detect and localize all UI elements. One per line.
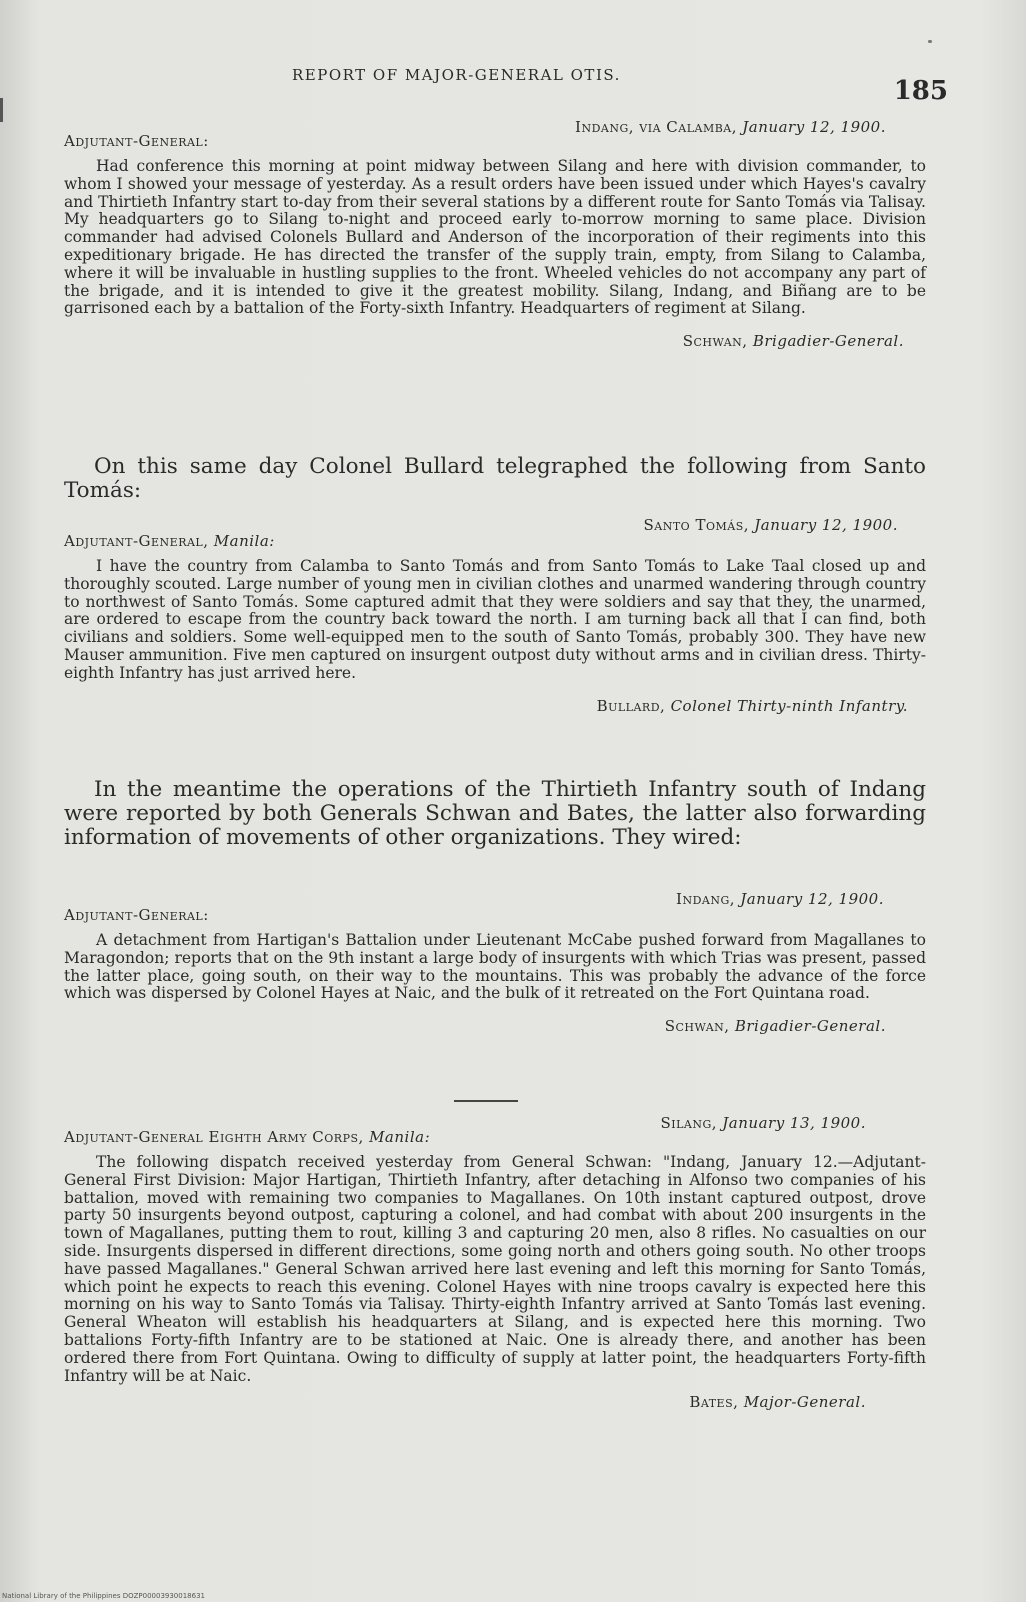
dateline-place: Indang, via Calamba, bbox=[575, 118, 738, 136]
telegram-1-address: Adjutant-General: bbox=[64, 132, 209, 150]
signature-name: Schwan, bbox=[682, 332, 748, 351]
dateline-date: January 12, 1900. bbox=[742, 118, 886, 136]
narrative-2-text: In the meantime the operations of the Thirtieth Infantry south of Indang were reported by both Generals Schwan and Bates, the latter also forwarding information of movements of other organizations. They wired: bbox=[64, 777, 926, 850]
signature-title: Colonel Thirty-ninth Infantry. bbox=[670, 696, 908, 715]
dateline-place: Indang, bbox=[676, 890, 736, 908]
signature-name: Schwan, bbox=[664, 1017, 730, 1036]
narrative-1-text: On this same day Colonel Bullard telegraphed the following from Santo Tomás: bbox=[64, 454, 926, 503]
telegram-2 bbox=[64, 516, 926, 715]
scan-footer: National Library of the Philippines DOZP00003930018631 bbox=[2, 1592, 205, 1600]
address-name: Adjutant-General, bbox=[64, 532, 209, 550]
telegram-2-signature bbox=[64, 697, 908, 715]
dateline-date: January 13, 1900. bbox=[722, 1114, 866, 1132]
page-number: 185 bbox=[893, 76, 948, 106]
signature-title: Major-General. bbox=[743, 1393, 866, 1412]
scan-edge-mark bbox=[0, 98, 3, 122]
address-name: Adjutant-General Eighth Army Corps, bbox=[64, 1128, 364, 1146]
telegram-3-body: A detachment from Hartigan's Battalion under Lieutenant McCabe pushed forward from Magallanes to Maragondon; reports that on the 9th instant a large body of insurgents with which Trias was present, passed the latter place, going south, on their way to the mountains. This was probably the advance of the force which was dispersed by Colonel Hayes at Naic, and the bulk of it retreated on the Fort Quintana road. bbox=[64, 931, 926, 1003]
signature-name: Bullard, bbox=[596, 696, 666, 715]
telegram-3-address: Adjutant-General: bbox=[64, 906, 209, 924]
telegram-3-signature bbox=[64, 1017, 886, 1035]
dateline-date: January 12, 1900. bbox=[740, 890, 884, 908]
telegram-2-body: I have the country from Calamba to Santo Tomás and from Santo Tomás to Lake Taal closed up and thoroughly scouted. Large number of young men in civilian clothes and unarmed wandering through country to northwest of Santo Tomás. Some captured admit that they were soldiers and say that they, the unarmed, are ordered to escape from the country back toward the north. I am turning back all that I can find, both civilians and soldiers. Some well-equipped men to the south of Santo Tomás, probably 300. They have new Mauser ammunition. Five men captured on insurgent outpost duty without arms and in civilian dress. Thirty-eighth Infantry has just arrived here. bbox=[64, 557, 926, 682]
signature-title: Brigadier-General. bbox=[734, 1017, 886, 1036]
signature-name: Bates, bbox=[689, 1393, 739, 1412]
scan-speck bbox=[928, 40, 932, 43]
telegram-4-signature bbox=[64, 1393, 866, 1411]
running-head: REPORT OF MAJOR-GENERAL OTIS. bbox=[292, 66, 621, 84]
address-place: Manila: bbox=[369, 1128, 431, 1146]
telegram-1-body: Had conference this morning at point midway between Silang and here with division commander, to whom I showed your message of yesterday. As a result orders have been issued under which Hayes's cavalry and Thirtieth Infantry start to-day from their several stations by a different route for Santo Tomás via Talisay. My headquarters go to Silang to-night and proceed early to-morrow morning to same place. Division commander had advised Colonels Bullard and Anderson of the incorporation of their regiments into this expeditionary brigade. He has directed the transfer of the supply train, empty, from Silang to Calamba, where it will be invaluable in hustling supplies to the front. Wheeled vehicles do not accompany any part of the brigade, and it is intended to give it the greatest mobility. Silang, Indang, and Biñang are to be garrisoned each by a battalion of the Forty-sixth Infantry. Headquarters of regiment at Silang. bbox=[64, 157, 926, 318]
telegram-4 bbox=[64, 1114, 926, 1411]
dateline-date: January 12, 1900. bbox=[754, 516, 898, 534]
address-place: Manila: bbox=[213, 532, 275, 550]
telegram-2-address bbox=[64, 532, 926, 550]
narrative-2 bbox=[64, 778, 926, 850]
dateline-place: Silang, bbox=[660, 1114, 718, 1132]
telegram-3 bbox=[64, 890, 926, 1035]
section-divider bbox=[454, 1100, 518, 1102]
narrative-1 bbox=[64, 455, 926, 503]
telegram-1 bbox=[64, 118, 926, 350]
telegram-1-signature bbox=[64, 332, 904, 350]
dateline-place: Santo Tomás, bbox=[643, 516, 750, 534]
telegram-4-body: The following dispatch received yesterday from General Schwan: "Indang, January 12.—Adjutant-General First Division: Major Hartigan, Thirtieth Infantry, after detaching in Alfonso two companies of his battalion, moved with remaining two companies to Magallanes. On 10th instant captured outpost, drove party 50 insurgents beyond outpost, capturing a colonel, and had combat with about 200 insurgents in the town of Magallanes, putting them to rout, killing 3 and capturing 20 men, also 8 rifles. No casualties on our side. Insurgents dispersed in different directions, some going north and others going south. No other troops have passed Magallanes." General Schwan arrived here last evening and left this morning for Santo Tomás, which point he expects to reach this evening. Colonel Hayes with nine troops cavalry is expected here this morning on his way to Santo Tomás via Talisay. Thirty-eighth Infantry arrived at Santo Tomás last evening. General Wheaton will establish his headquarters at Silang, and is expected here this morning. Two battalions Forty-fifth Infantry are to be stationed at Naic. One is already there, and another has been ordered there from Fort Quintana. Owing to difficulty of supply at latter point, the headquarters Forty-fifth Infantry will be at Naic. bbox=[64, 1153, 926, 1385]
signature-title: Brigadier-General. bbox=[752, 332, 904, 351]
